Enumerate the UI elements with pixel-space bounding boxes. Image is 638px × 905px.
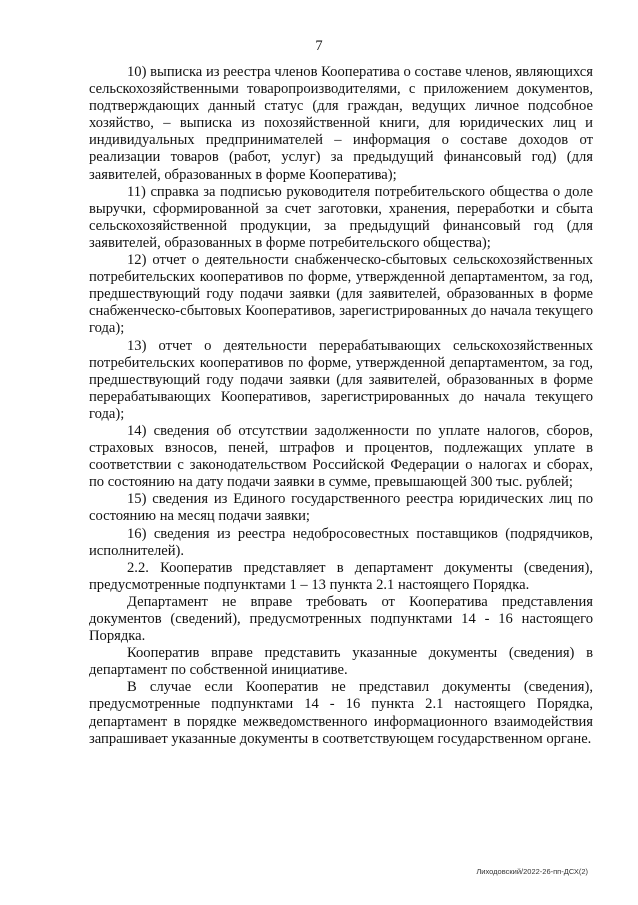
page-number: 7	[315, 38, 323, 54]
list-item-13: 13) отчет о деятельности перерабатывающих сельскохозяйственных потребительских кооперативов по форме, утвержденной департаментом, за год, предшествующий году подачи заявки (для заявителей, образованных в форме перерабатывающих Кооперативов, зарегистрированных до начала текущего года);	[89, 337, 593, 422]
department-restriction-paragraph: Департамент не вправе требовать от Кооператива представления документов (сведений), предусмотренных подпунктами 14 - 16 настоящего Порядка.	[89, 593, 593, 645]
list-item-16: 16) сведения из реестра недобросовестных поставщиков (подрядчиков, исполнителей).	[89, 525, 593, 559]
document-body	[89, 64, 593, 748]
list-item-15: 15) сведения из Единого государственного реестра юридических лиц по состоянию на месяц подачи заявки;	[89, 491, 593, 525]
interagency-request-paragraph: В случае если Кооператив не представил документы (сведения), предусмотренные подпунктами 14 - 16 пункта 2.1 настоящего Порядка, департамент в порядке межведомственного информационного взаимодействия запрашивает указанные документы в соответствующем государственном органе.	[89, 679, 593, 747]
list-item-14: 14) сведения об отсутствии задолженности по уплате налогов, сборов, страховых взносов, пеней, штрафов и процентов, подлежащих уплате в соответствии с законодательством Российской Федерации о налогах и сборах, по состоянию на дату подачи заявки в сумме, превышающей 300 тыс. рублей;	[89, 422, 593, 491]
section-2-2-paragraph: 2.2. Кооператив представляет в департамент документы (сведения), предусмотренные подпунктами 1 – 13 пункта 2.1 настоящего Порядка.	[89, 559, 593, 593]
list-item-11: 11) справка за подписью руководителя потребительского общества о доле выручки, сформированной за счет заготовки, хранения, переработки и сбыта сельскохозяйственной продукции, за предыдущий финансовый год (для заявителей, образованных в форме потребительского общества);	[89, 183, 593, 251]
list-item-10: 10) выписка из реестра членов Кооператива о составе членов, являющихся сельскохозяйственными товаропроизводителями, с приложением документов, подтверждающих данный статус (для граждан, ведущих личное подсобное хозяйство, – выписка из похозяйственной книги, для юридических лиц и индивидуальных предпринимателей – информация о составе доходов от реализации товаров (работ, услуг) за предыдущий финансовый год) (для заявителей, образованных в форме Кооператива);	[89, 64, 593, 183]
list-item-12: 12) отчет о деятельности снабженческо-сбытовых сельскохозяйственных потребительских кооперативов по форме, утвержденной департаментом, за год, предшествующий году подачи заявки (для заявителей, образованных в форме снабженческо-сбытовых Кооперативов, зарегистрированных до начала текущего года);	[89, 252, 593, 337]
own-initiative-paragraph: Кооператив вправе представить указанные документы (сведения) в департамент по собственной инициативе.	[89, 645, 593, 679]
footer-reference: Лиходовский/2022-26-пп-ДСХ(2)	[476, 867, 588, 876]
